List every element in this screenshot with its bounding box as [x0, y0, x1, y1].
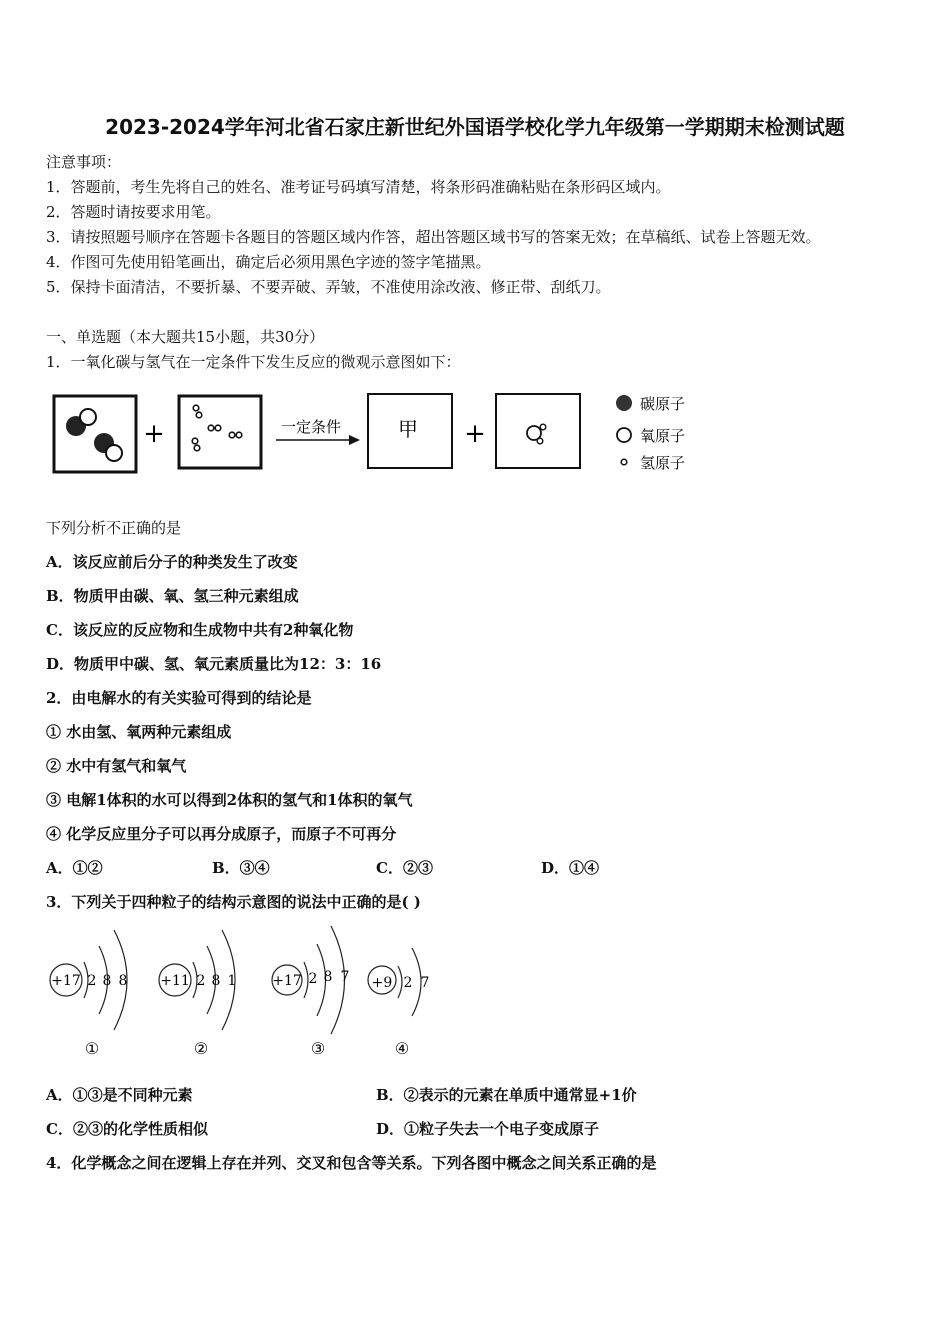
nucleus-charge: +11 — [160, 973, 190, 989]
q2-option-d[interactable]: D．①④ — [541, 859, 600, 877]
notice-item: 4．作图可先使用铅笔画出，确定后必须用黑色字迹的签字笔描黑。 — [46, 253, 491, 271]
nucleus-charge: +9 — [371, 975, 393, 991]
shell-electrons: 7 — [420, 975, 430, 991]
carbon-atom-icon — [616, 395, 632, 411]
q2-option-a[interactable]: A．①② — [46, 859, 103, 877]
reactant-h2-box — [179, 396, 261, 468]
shell-electrons: 2 — [403, 975, 413, 991]
q3-option-a[interactable]: A．①③是不同种元素 — [46, 1086, 193, 1104]
q1-option-a[interactable]: A．该反应前后分子的种类发生了改变 — [46, 553, 298, 571]
question-1-prompt: 下列分析不正确的是 — [46, 519, 182, 537]
shell-electrons: 2 — [308, 971, 318, 987]
question-2-stem: 2．由电解水的有关实验可得到的结论是 — [46, 689, 312, 707]
q1-option-c[interactable]: C．该反应的反应物和生成物中共有2种氧化物 — [46, 621, 354, 639]
notice-item: 2．答题时请按要求用笔。 — [46, 203, 221, 221]
q2-option-b[interactable]: B．③④ — [212, 859, 270, 877]
q1-option-b[interactable]: B．物质甲由碳、氧、氢三种元素组成 — [46, 587, 299, 605]
legend-oxygen: 氧原子 — [640, 427, 686, 445]
particle-label: ① — [84, 1039, 100, 1058]
notice-heading: 注意事项： — [46, 153, 122, 171]
shell-electrons: 8 — [323, 969, 333, 985]
particle-label: ② — [193, 1039, 209, 1058]
shell-electrons: 7 — [340, 969, 350, 985]
particle-label: ③ — [310, 1039, 326, 1058]
reaction-diagram — [46, 386, 706, 482]
arrow-head-icon — [349, 435, 360, 445]
particle-label: ④ — [394, 1039, 410, 1058]
condition-label: 一定条件 — [280, 418, 342, 436]
shell-electrons: 8 — [102, 973, 112, 989]
plus-sign: + — [464, 419, 486, 449]
section-heading: 一、单选题（本大题共15小题，共30分） — [46, 328, 325, 346]
water-molecule — [527, 424, 546, 444]
shell-electrons: 2 — [87, 973, 97, 989]
atomic-structure-diagrams — [40, 924, 460, 1064]
notice-item: 5．保持卡面清洁，不要折暴、不要弄破、弄皱，不准使用涂改液、修正带、刮纸刀。 — [46, 278, 611, 296]
question-4-stem: 4．化学概念之间在逻辑上存在并列、交叉和包含等关系。下列各图中概念之间关系正确的是 — [46, 1154, 657, 1172]
q2-statement: ② 水中有氢气和氧气 — [46, 757, 187, 775]
legend-hydrogen: 氢原子 — [640, 454, 686, 472]
q2-option-c[interactable]: C．②③ — [376, 859, 433, 877]
q2-statement: ④ 化学反应里分子可以再分成原子，而原子不可再分 — [46, 825, 397, 843]
h2-molecule — [193, 405, 202, 418]
co-molecule — [66, 409, 96, 436]
shell-electrons: 8 — [118, 973, 128, 989]
page-title: 2023-2024学年河北省石家庄新世纪外国语学校化学九年级第一学期期末检测试题 — [105, 115, 845, 139]
question-1-stem: 1．一氧化碳与氢气在一定条件下发生反应的微观示意图如下： — [46, 353, 461, 371]
question-3-stem: 3．下列关于四种粒子的结构示意图的说法中正确的是( ) — [46, 893, 421, 911]
notice-item: 3．请按照题号顺序在答题卡各题目的答题区域内作答，超出答题区域书写的答案无效；在草稿纸、试卷上答题无效。 — [46, 228, 821, 246]
q3-option-c[interactable]: C．②③的化学性质相似 — [46, 1120, 208, 1138]
reactant-co-box — [54, 396, 136, 472]
h2-molecule — [229, 432, 242, 438]
nucleus-charge: +17 — [272, 973, 302, 989]
q2-statement: ③ 电解1体积的水可以得到2体积的氢气和1体积的氧气 — [46, 791, 413, 809]
q1-option-d[interactable]: D．物质甲中碳、氢、氧元素质量比为12：3：16 — [46, 655, 382, 673]
q3-option-b[interactable]: B．②表示的元素在单质中通常显+1价 — [376, 1086, 637, 1104]
co-molecule — [94, 433, 122, 461]
hydrogen-atom-icon — [621, 459, 627, 465]
shell-electrons: 2 — [196, 973, 206, 989]
nucleus-charge: +17 — [51, 973, 81, 989]
legend-carbon: 碳原子 — [640, 395, 686, 413]
q3-option-d[interactable]: D．①粒子失去一个电子变成原子 — [376, 1120, 600, 1138]
shell-electrons: 1 — [227, 973, 237, 989]
oxygen-atom-icon — [617, 428, 631, 442]
product-label: 甲 — [398, 417, 418, 441]
q2-statement: ① 水由氢、氧两种元素组成 — [46, 723, 232, 741]
shell-electrons: 8 — [211, 973, 221, 989]
h2-molecule — [192, 438, 200, 451]
plus-sign: + — [143, 419, 165, 449]
notice-item: 1．答题前，考生先将自己的姓名、准考证号码填写清楚，将条形码准确粘贴在条形码区域内。 — [46, 178, 671, 196]
h2-molecule — [208, 425, 221, 431]
